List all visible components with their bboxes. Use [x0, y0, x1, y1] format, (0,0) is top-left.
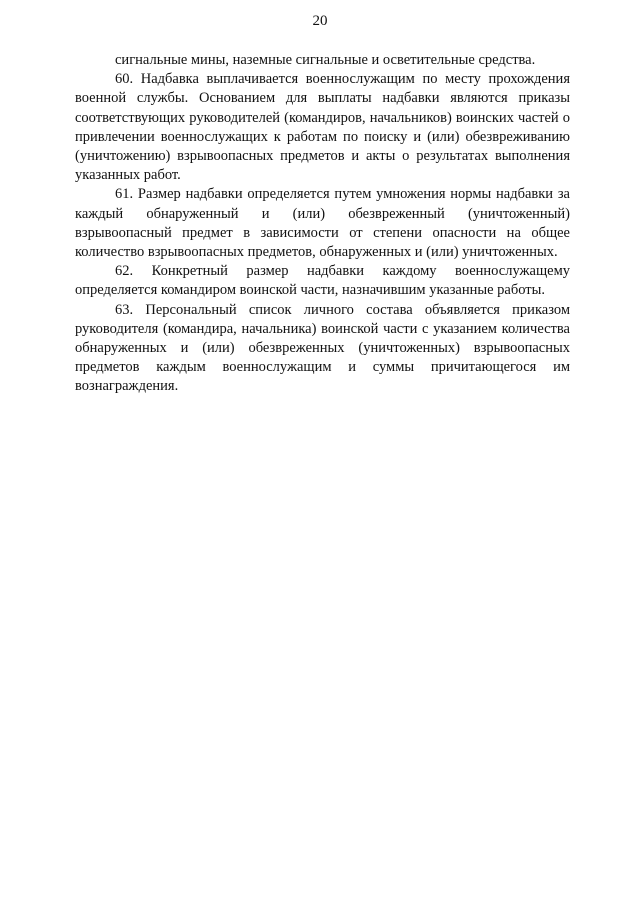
paragraph-61: 61. Размер надбавки определяется путем умножения нормы надбавки за каждый обнаруженный и (или) обезвреженный (уничтоженный) взрывоопасный предмет в зависимости от степени опасности на общее количество взрывоопасных предметов, обнаруженных и (или) уничтоженных.: [75, 186, 570, 261]
paragraph-63: 63. Персональный список личного состава объявляется приказом руководителя (командира, начальника) воинской части с указанием количества обнаруженных и (или) обезвреженных (уничтоженных) взрывоопасных предметов каждым военнослужащим и суммы причитающегося им вознаграждения.: [75, 301, 570, 395]
document-body: [75, 51, 570, 397]
paragraph-60: 60. Надбавка выплачивается военнослужащим по месту прохождения военной службы. Основанием для выплаты надбавки являются приказы соответствующих руководителей (командиров, начальников) воинских частей о привлечении военнослужащих к работам по поиску и (или) обезвреживанию (уничтожению) взрывоопасных предметов и акты о результатах выполнения указанных работ.: [75, 71, 570, 184]
page-number: 20: [312, 13, 328, 29]
paragraph-62: 62. Конкретный размер надбавки каждому военнослужащему определяется командиром воинской части, назначившим указанные работы.: [75, 263, 570, 299]
paragraph-continuation: сигнальные мины, наземные сигнальные и осветительные средства.: [115, 52, 536, 68]
